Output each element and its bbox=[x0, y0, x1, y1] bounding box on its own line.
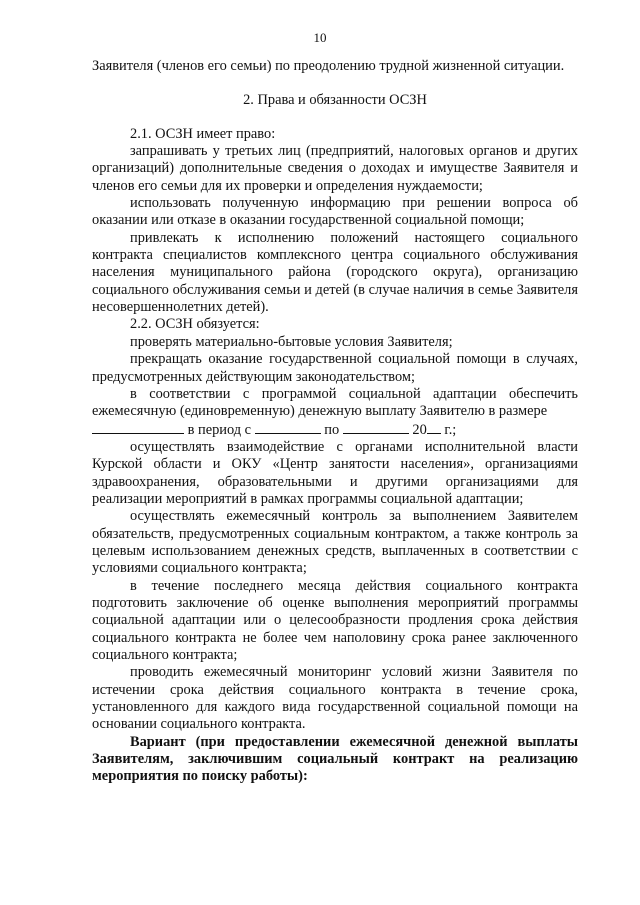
rights-item: привлекать к исполнению положений настоящего социального контракта специалистов комплексного центра социального обслуживания населения муниципального района (городского округа), организацию социального обслуживания семьи и детей (в случае наличия в семье Заявителя несовершеннолетних детей). bbox=[92, 229, 578, 316]
page-number: 10 bbox=[313, 30, 327, 45]
rights-item: запрашивать у третьих лиц (предприятий, налоговых органов и других организаций) дополнительные сведения о доходах и имуществе Заявителя и членов его семьи для их проверки и определения нуждаемости; bbox=[92, 143, 578, 194]
intro-paragraph: Заявителя (членов его семьи) по преодолению трудной жизненной ситуации. bbox=[92, 58, 565, 74]
rights-heading: 2.1. ОСЗН имеет право: bbox=[130, 125, 276, 142]
obligation-item: осуществлять взаимодействие с органами исполнительной власти Курской области и ОКУ «Центр занятости населения», организациями здравоохранения, образовательными и другими организациями для реализации мероприятий в рамках программы социальной адаптации; bbox=[92, 438, 578, 507]
start-date-blank bbox=[255, 421, 321, 434]
obligation-item-payment bbox=[92, 386, 578, 439]
amount-blank bbox=[92, 421, 184, 434]
obligation-item: осуществлять ежемесячный контроль за выполнением Заявителем обязательств, предусмотренных социальным контрактом, а также контроль за целевым использованием денежных средств, выплаченных в соответствии с условиями социального контракта; bbox=[92, 508, 578, 577]
year-prefix: 20 bbox=[412, 421, 427, 438]
rights-item: использовать полученную информацию при решении вопроса об оказании или отказе в оказании государственной социальной помощи; bbox=[92, 195, 578, 229]
obligation-item: прекращать оказание государственной социальной помощи в случаях, предусмотренных действующим законодательством; bbox=[92, 351, 578, 385]
document-body bbox=[92, 58, 578, 786]
period-to-label: по bbox=[324, 421, 340, 438]
period-label: в период с bbox=[187, 421, 252, 438]
obligation-item: в течение последнего месяца действия социального контракта подготовить заключение об оценке выполнения мероприятий программы социальной адаптации или о целесообразности продления срока действия социального контракта не более чем наполовину срока ранее заключенного социального контракта; bbox=[92, 577, 578, 663]
year-suffix: г.; bbox=[444, 421, 457, 438]
obligations-heading: 2.2. ОСЗН обязуется: bbox=[130, 316, 260, 333]
year-blank bbox=[427, 421, 441, 434]
obligation-item: проверять материально-бытовые условия Заявителя; bbox=[130, 333, 453, 350]
payment-text: в соответствии с программой социальной адаптации обеспечить ежемесячную (единовременную) денежную выплату Заявителю в размере bbox=[92, 385, 578, 420]
end-date-blank bbox=[343, 421, 409, 434]
section-title: 2. Права и обязанности ОСЗН bbox=[243, 92, 427, 109]
obligation-item: проводить ежемесячный мониторинг условий жизни Заявителя по истечении срока действия социального контракта в течение срока, установленного для каждого вида государственной социальной помощи на основании социального контракта. bbox=[92, 664, 578, 733]
variant-heading: Вариант (при предоставлении ежемесячной денежной выплаты Заявителям, заключившим социальный контракт на реализацию мероприятия по поиску работы): bbox=[92, 733, 578, 785]
